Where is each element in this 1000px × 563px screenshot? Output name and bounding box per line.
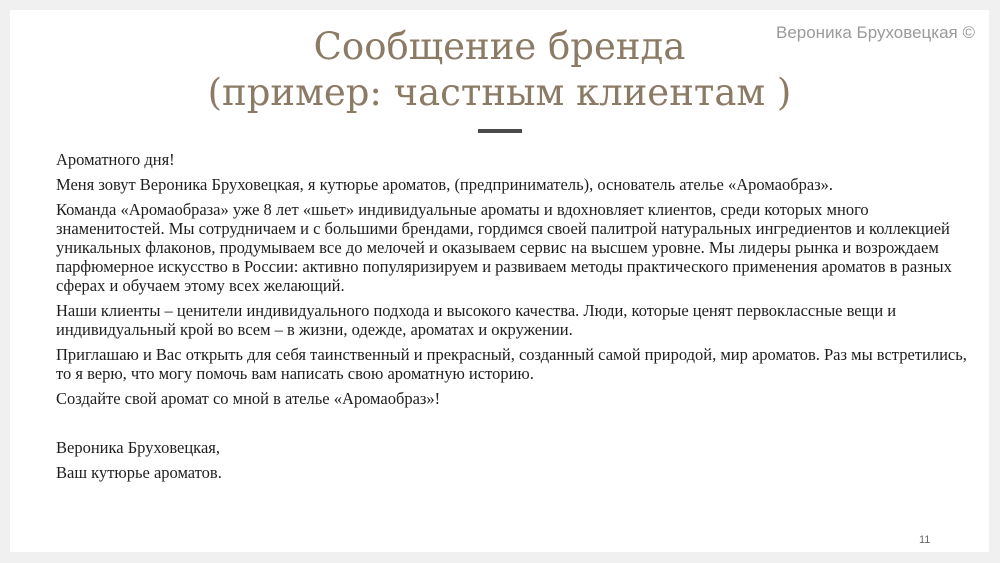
intro-paragraph: Меня зовут Вероника Бруховецкая, я кутюрье ароматов, (предприниматель), основатель ателье «Аромаобраз». bbox=[56, 175, 834, 194]
signature-role: Ваш кутюрье ароматов. bbox=[56, 463, 222, 482]
slide-title bbox=[10, 24, 989, 116]
invitation-paragraph: Приглашаю и Вас открыть для себя таинственный и прекрасный, созданный самой природой, мир ароматов. Раз мы встретились, то я верю, что могу помочь вам написать свою ароматную историю. bbox=[56, 345, 967, 383]
team-paragraph: Команда «Аромаобраза» уже 8 лет «шьет» индивидуальные ароматы и вдохновляет клиентов, среди которых много знаменитостей. Мы сотрудничаем и с большими брендами, гордимся своей палитрой натуральных ингредиентов и коллекцией уникальных флаконов, продумываем все до мелочей и оказываем сервис на высшем уровне. Мы лидеры рынка и возрождаем парфюмерное искусство в России: активно популяризируем и развиваем методы практического применения ароматов в разных сферах и обучаем этому всех желающий. bbox=[56, 200, 952, 295]
slide-title-line-2: (пример: частным клиентам ) bbox=[207, 71, 792, 114]
copyright-label: Вероника Бруховецкая © bbox=[775, 23, 975, 42]
page-number: 11 bbox=[919, 534, 931, 546]
clients-paragraph: Наши клиенты – ценители индивидуального подхода и высокого качества. Люди, которые ценят первоклассные вещи и индивидуальный крой во всем – в жизни, одежде, ароматах и окружении. bbox=[56, 301, 897, 339]
title-divider bbox=[478, 129, 522, 133]
greeting-paragraph: Ароматного дня! bbox=[56, 150, 175, 169]
slide-body bbox=[56, 150, 981, 488]
slide bbox=[10, 10, 989, 552]
signature-name: Вероника Бруховецкая, bbox=[56, 438, 220, 457]
signature-spacer bbox=[56, 414, 981, 438]
slide-title-line-1: Сообщение бренда bbox=[313, 25, 686, 68]
call-to-action-paragraph: Создайте свой аромат со мной в ателье «Аромаобраз»! bbox=[56, 389, 441, 408]
